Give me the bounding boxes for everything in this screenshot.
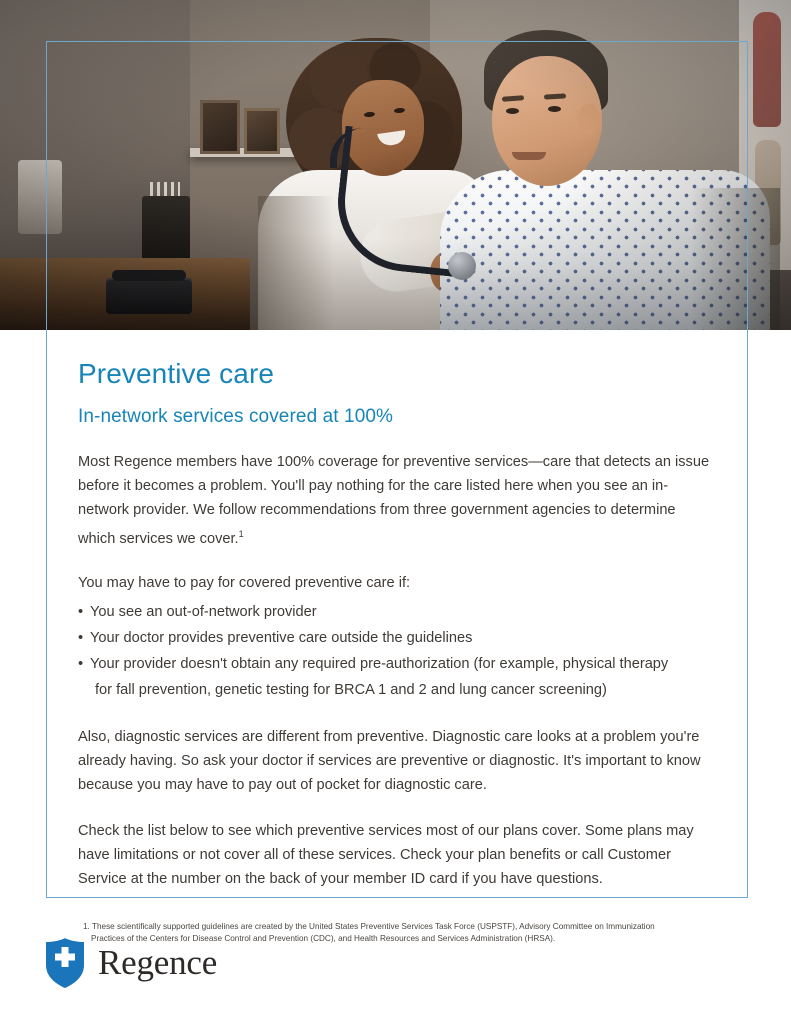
intro-paragraph	[78, 450, 714, 551]
list-item-text: You see an out-of-network provider	[90, 603, 317, 620]
footnote-line-1: 1. These scientifically supported guidelines are created by the United States Preventive Services Task Force (USPSTF), Advisory Committee on Immunization	[83, 921, 655, 931]
hero-photo	[0, 0, 791, 330]
list-item-text: Your doctor provides preventive care outside the guidelines	[90, 629, 473, 646]
blue-cross-shield-icon	[44, 938, 86, 988]
list-item-continuation: for fall prevention, genetic testing for BRCA 1 and 2 and lung cancer screening)	[95, 681, 607, 698]
document-body	[78, 358, 714, 945]
list-item	[78, 651, 714, 703]
regence-logo	[44, 938, 217, 988]
may-pay-lead-in: You may have to pay for covered preventive care if:	[78, 574, 411, 591]
diagnostic-paragraph: Also, diagnostic services are different from preventive. Diagnostic care looks at a problem you're already having. So ask your doctor if services are preventive or diagnostic. It's important to know because you may have to pay out of pocket for diagnostic care.	[78, 728, 701, 793]
list-item	[78, 625, 714, 651]
check-list-paragraph: Check the list below to see which preventive services most of our plans cover. Some plans may have limitations or not cover all of these services. Check your plan benefits or call Customer Service at the number on the back of your member ID card if you have questions.	[78, 822, 694, 887]
intro-paragraph-text: Most Regence members have 100% coverage for preventive services—care that detects an issue before it becomes a problem. You'll pay nothing for the care listed here when you see an in-network provider. We follow recommendations from three government agencies to determine which services we cover.	[78, 454, 710, 547]
exclusions-list	[78, 599, 714, 703]
page-title: Preventive care	[78, 358, 275, 389]
list-item-text: Your provider doesn't obtain any required pre-authorization (for example, physical therapy	[90, 655, 669, 672]
list-item	[78, 599, 714, 625]
footnote-line-2: Practices of the Centers for Disease Control and Prevention (CDC), and Health Resources and Services Administration (HRSA).	[91, 933, 556, 943]
hero-vignette	[0, 0, 791, 330]
page-subtitle: In-network services covered at 100%	[78, 406, 394, 427]
footnote-marker: 1	[238, 529, 244, 539]
regence-wordmark: Regence	[98, 943, 218, 982]
